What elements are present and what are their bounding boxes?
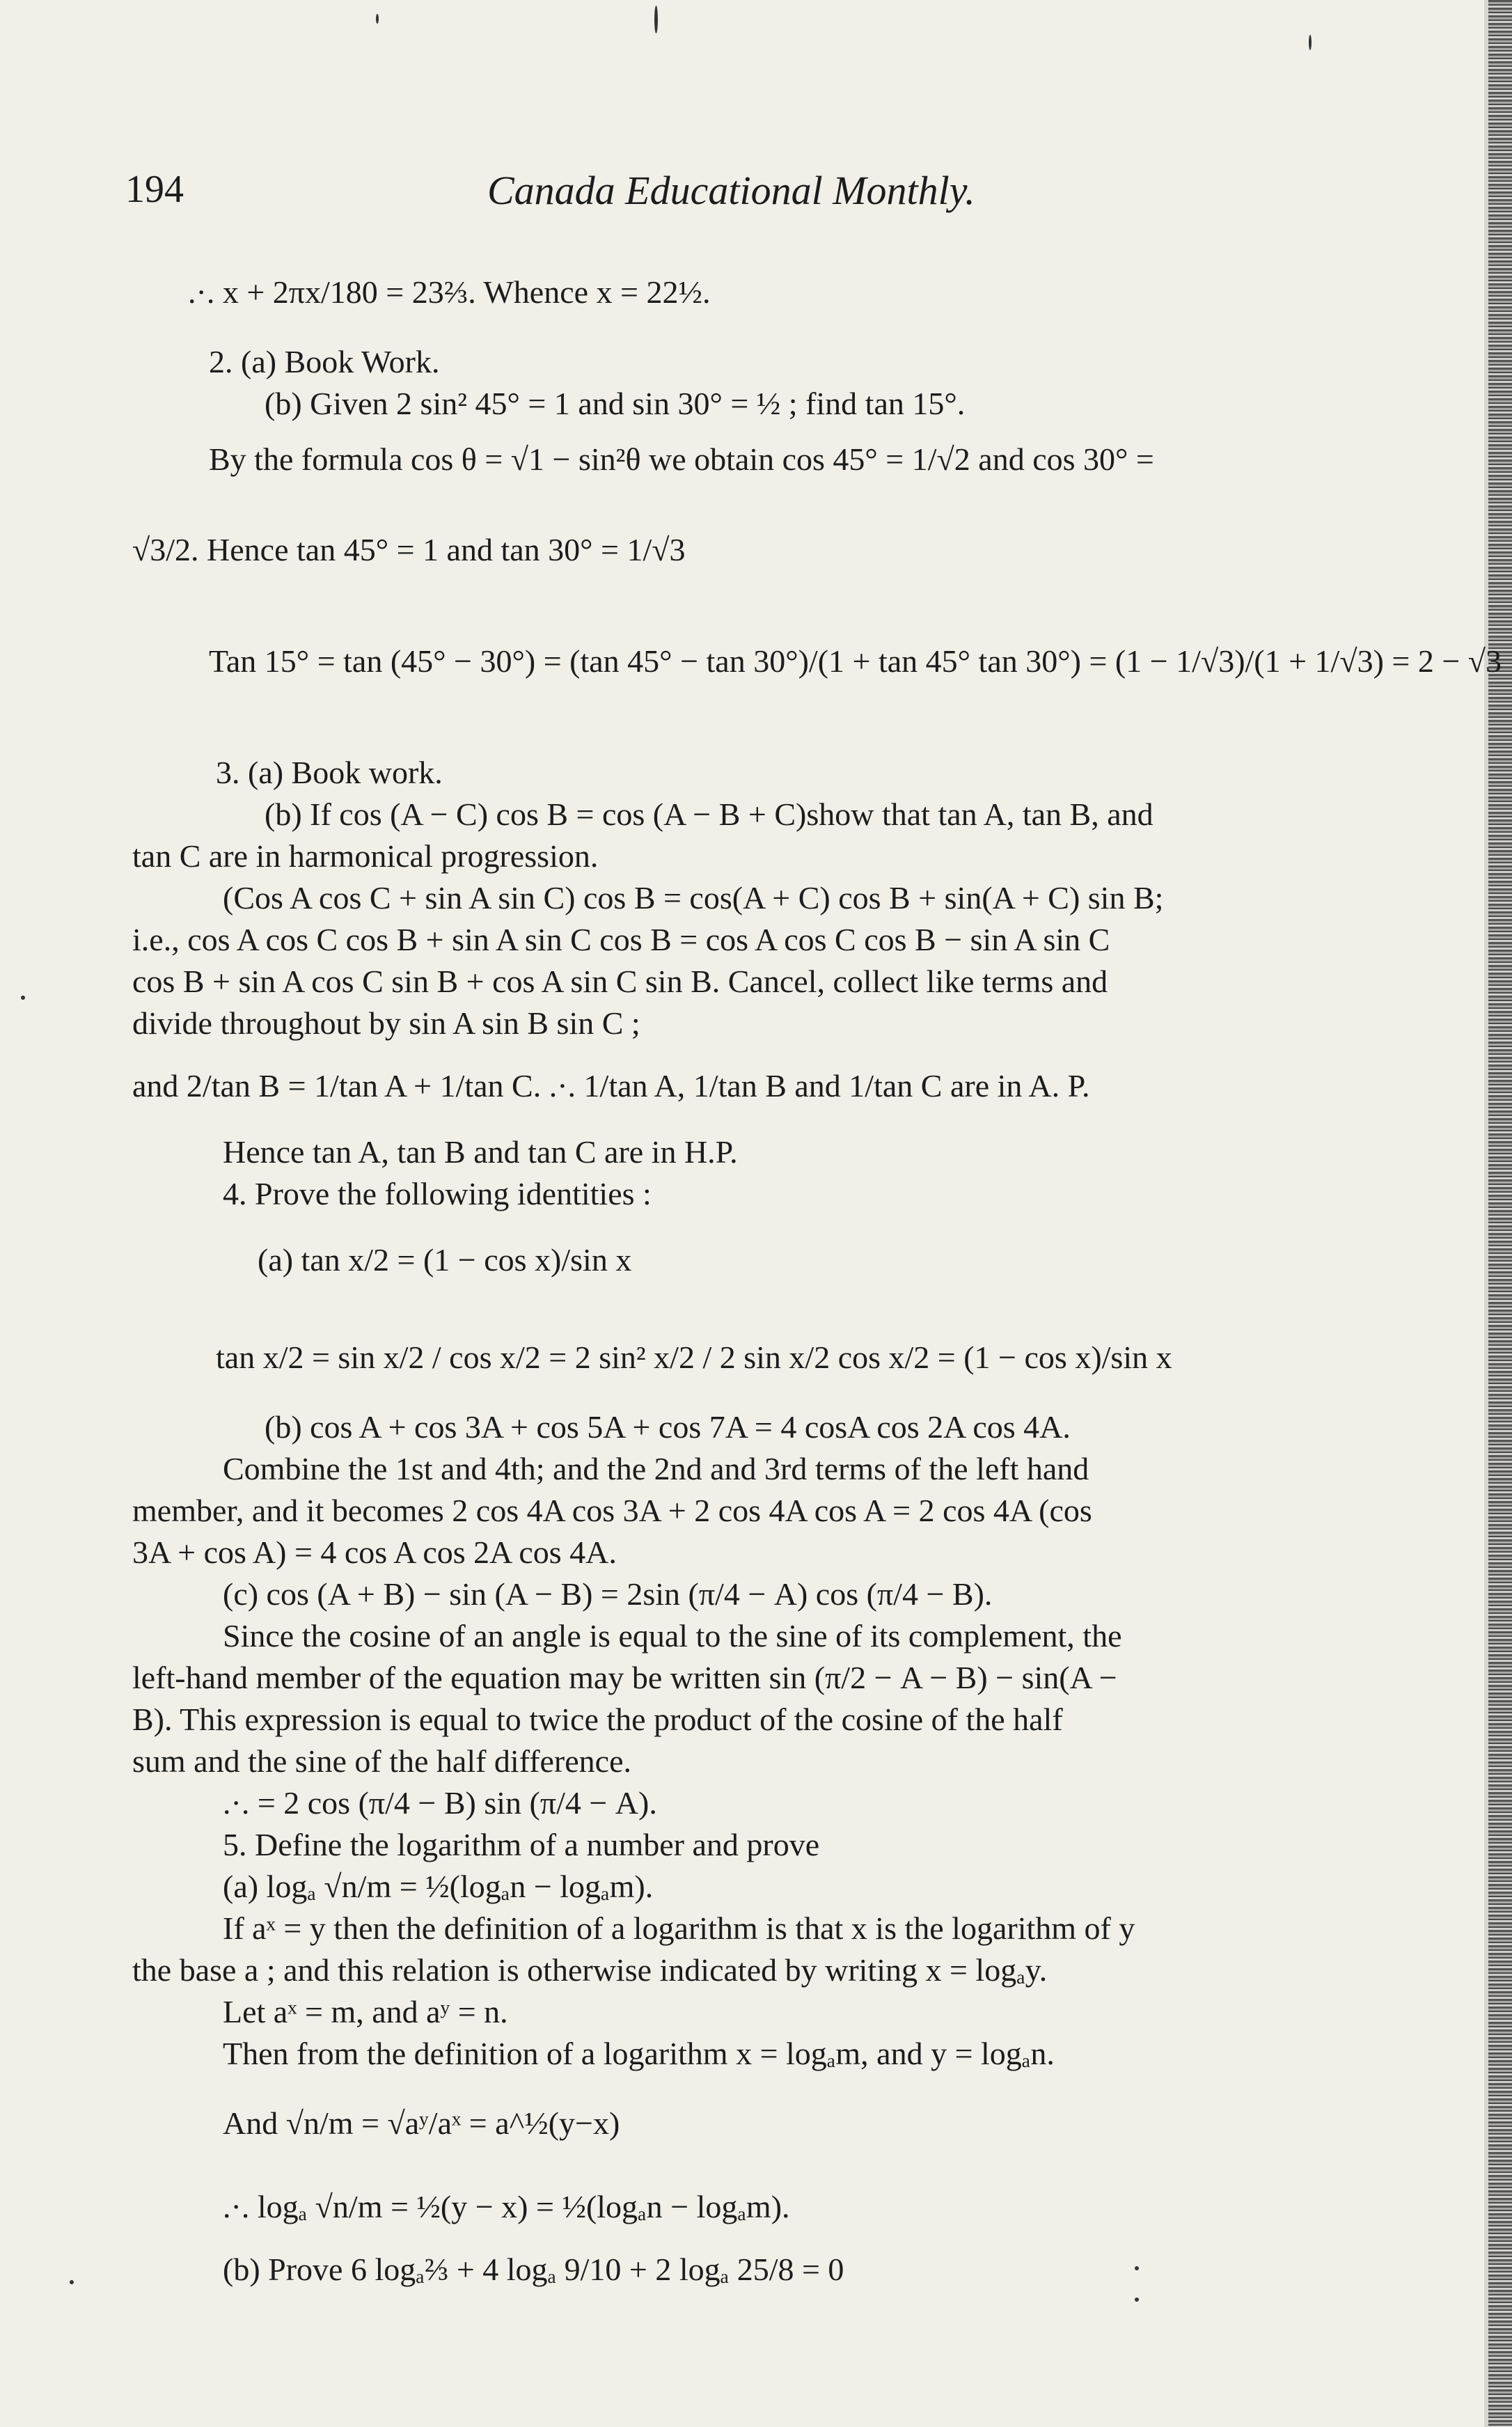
- text-line: 5. Define the logarithm of a number and prove: [223, 1827, 820, 1862]
- text-line: 2. (a) Book Work.: [209, 344, 440, 379]
- text-line: .·. logₐ √n/m = ½(y − x) = ½(logₐn − logₐm).: [223, 2189, 790, 2224]
- text-line: √3/2. Hence tan 45° = 1 and tan 30° = 1/√3: [132, 532, 686, 567]
- scan-speck: [70, 2280, 74, 2284]
- text-line: (c) cos (A + B) − sin (A − B) = 2sin (π/4 − A) cos (π/4 − B).: [223, 1576, 993, 1612]
- scan-speck: [1135, 2298, 1139, 2302]
- text-line: (b) cos A + cos 3A + cos 5A + cos 7A = 4 cosA cos 2A cos 4A.: [265, 1409, 1071, 1445]
- text-line: Since the cosine of an angle is equal to the sine of its complement, the: [223, 1618, 1122, 1654]
- text-line: tan C are in harmonical progression.: [132, 838, 599, 874]
- page-edge-binding: [1488, 0, 1512, 2427]
- text-line: divide throughout by sin A sin B sin C ;: [132, 1005, 640, 1041]
- text-line: (b) Prove 6 logₐ⅔ + 4 logₐ 9/10 + 2 logₐ 25/8 = 0: [223, 2252, 844, 2287]
- scan-speck: [21, 996, 25, 1000]
- text-line: Combine the 1st and 4th; and the 2nd and 3rd terms of the left hand: [223, 1451, 1089, 1486]
- text-line: Tan 15° = tan (45° − 30°) = (tan 45° − tan 30°)/(1 + tan 45° tan 30°) = (1 − 1/√3)/(1 + 1/√3) = 2 − √3: [209, 643, 1502, 679]
- text-line: .·. = 2 cos (π/4 − B) sin (π/4 − A).: [223, 1785, 657, 1821]
- text-line: Let aˣ = m, and aʸ = n.: [223, 1994, 508, 2029]
- text-line: Hence tan A, tan B and tan C are in H.P.: [223, 1134, 738, 1170]
- text-line: (a) tan x/2 = (1 − cos x)/sin x: [258, 1242, 632, 1278]
- text-line: 3A + cos A) = 4 cos A cos 2A cos 4A.: [132, 1534, 617, 1570]
- text-line: left-hand member of the equation may be written sin (π/2 − A − B) − sin(A −: [132, 1660, 1117, 1695]
- text-line: sum and the sine of the half difference.: [132, 1743, 631, 1779]
- text-line: member, and it becomes 2 cos 4A cos 3A + 2 cos 4A cos A = 2 cos 4A (cos: [132, 1493, 1092, 1528]
- text-line: the base a ; and this relation is otherwise indicated by writing x = logₐy.: [132, 1952, 1048, 1988]
- scan-speck: [1309, 35, 1312, 50]
- text-line: B). This expression is equal to twice the product of the cosine of the half: [132, 1702, 1063, 1737]
- text-line: .·. x + 2πx/180 = 23⅔. Whence x = 22½.: [188, 274, 711, 310]
- text-line: cos B + sin A cos C sin B + cos A sin C sin B. Cancel, collect like terms and: [132, 964, 1108, 999]
- scan-speck: [376, 14, 379, 24]
- text-line: By the formula cos θ = √1 − sin²θ we obtain cos 45° = 1/√2 and cos 30° =: [209, 441, 1154, 477]
- text-line: i.e., cos A cos C cos B + sin A sin C cos B = cos A cos C cos B − sin A sin C: [132, 922, 1110, 957]
- text-line: (b) Given 2 sin² 45° = 1 and sin 30° = ½ ; find tan 15°.: [265, 386, 966, 421]
- text-line: 3. (a) Book work.: [216, 755, 443, 790]
- running-title: Canada Educational Monthly.: [487, 168, 975, 213]
- text-line: (Cos A cos C + sin A sin C) cos B = cos(A + C) cos B + sin(A + C) sin B;: [223, 880, 1164, 916]
- text-line: Then from the definition of a logarithm x = logₐm, and y = logₐn.: [223, 2036, 1055, 2071]
- scan-speck: [1135, 2266, 1139, 2270]
- page-number: 194: [125, 168, 184, 211]
- text-line: (b) If cos (A − C) cos B = cos (A − B + C)show that tan A, tan B, and: [265, 796, 1153, 832]
- text-line: (a) logₐ √n/m = ½(logₐn − logₐm).: [223, 1869, 654, 1904]
- text-line: And √n/m = √aʸ/aˣ = a^½(y−x): [223, 2105, 620, 2141]
- text-line: and 2/tan B = 1/tan A + 1/tan C. .·. 1/tan A, 1/tan B and 1/tan C are in A. P.: [132, 1068, 1090, 1103]
- text-line: 4. Prove the following identities :: [223, 1176, 652, 1211]
- scan-speck: [654, 6, 658, 33]
- text-line: If aˣ = y then the definition of a logarithm is that x is the logarithm of y: [223, 1910, 1135, 1946]
- page-header: [125, 167, 1406, 223]
- text-line: tan x/2 = sin x/2 / cos x/2 = 2 sin² x/2 / 2 sin x/2 cos x/2 = (1 − cos x)/sin x: [216, 1340, 1172, 1375]
